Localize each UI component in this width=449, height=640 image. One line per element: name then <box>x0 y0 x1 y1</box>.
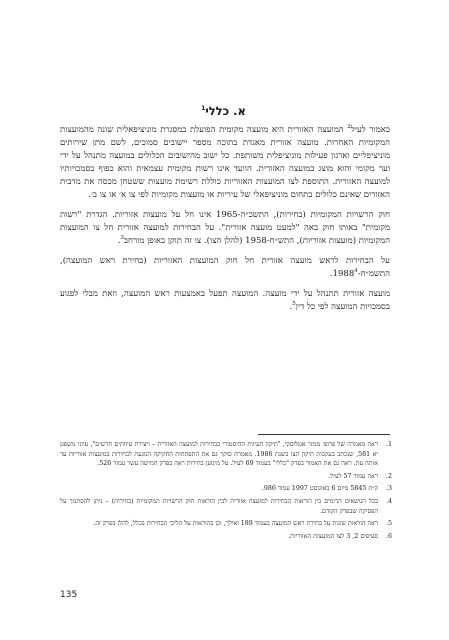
footnotes <box>60 440 392 544</box>
paragraph-4 <box>60 288 390 314</box>
footnote-number: 2. <box>385 472 392 480</box>
section-heading <box>60 104 387 118</box>
footnote-item <box>60 472 392 482</box>
footnote-text: סעיפים 2, 3 לצו המועצות האזוריות. <box>288 532 378 540</box>
footnote-number: 5. <box>385 520 392 528</box>
footnote-item <box>60 497 392 516</box>
footnote-item <box>60 440 392 469</box>
footnote-text: ראה מאמרה של פרופ׳ ממזר אטלוסקי, "תיקון העיוות ההיסטורי בבחירות למועצה האזורית – ויצירת עיוותים חדשים", עיוני משפט יא 581, שנכתב בעקבות תיקון הצו בשנת 1986. מאמרה סוקר גם את התפתחות החקיקה הנוגעת לבחירות במועצות אזוריות עד אותה עת. ראה גם את האמור בפרק "כללי" בעמוד 69 לעיל. על מינוען בחירות ראה בפרק חמישה עשר עמוד 526. <box>60 441 378 468</box>
footnote-item <box>60 532 392 542</box>
paragraph-text: . <box>329 269 333 279</box>
footnote-item <box>60 484 392 494</box>
paragraph-text: חוק הרשויות המקומיות (בחירות), התשכ״ה-1965 אינו חל על מועצות אזוריות. הגדרת "רשות מקומית" באותו חוק באה "למעט מועצה אזורית". על הבחירות למועצה אזורית חל צו המועצות המקומיות (מועצות אזוריות), התש״ח-1958 (להלן הצו). צו זה תוקן באופן מורחב <box>60 210 390 246</box>
paragraph-3 <box>60 255 390 281</box>
paragraph-text: מועצה אזורית תתנהל על ידי מועצה. המועצה תפעל באמצעות ראש המועצה, וזאת מבלי לפגוע בסמכויות המועצה לפי כל דין <box>60 289 390 312</box>
footnote-text: ראה הוראות שונות על בחירת ראש המועצה בעמוד 189 ואילך, וכן בהוראות על הליכי הבחירות בכלל, להלן בפרק זה. <box>93 520 378 528</box>
footnote-ref[interactable]: 2 <box>347 124 351 131</box>
footnote-text: ראה עמוד 57 לעיל. <box>328 472 378 480</box>
footnote-number: 1. <box>385 441 392 448</box>
footnote-item <box>60 519 392 529</box>
body-text <box>60 124 390 321</box>
paragraph-text: על הבחירות לראש מועצה אזורית חל חוק המועצות האזוריות (בחירת ראש המועצה), התשמ״ח-1988 <box>60 256 390 279</box>
paragraph-text: . <box>117 236 121 246</box>
footnote-ref[interactable]: 5 <box>292 301 296 308</box>
footnote-ref[interactable]: 1 <box>201 105 206 113</box>
footnote-divider <box>258 434 390 435</box>
paragraph-text: כאמור לעיל <box>350 125 391 135</box>
footnote-number: 3. <box>385 485 392 493</box>
footnote-text: ק״ת 5845 מיום 6 באוגוסט 1997 עמוד 986. <box>261 485 378 493</box>
paragraph-text: המועצה האזורית היא מועצה מקומית הפועלת במסגרת מוניציפאלית שונה מהמועצות המקומיות האחרות. מועצה אזורית מאגדת בתוכה מספר יישובים סמוכים, לשם מתן שירותים מוניציפליים וארגון פעילות מוניציפלית משותפת. כל ישוב מהישובים הכלולים במועצה מתנהל על ידי וער מקומי והוא מוצג במועצה האזורית. הוועד אינו רשות מקומית עצמאית והוא כפוף בסמכויותיו למועצה האזורית. התוספת לצו המועצות האזוריות כוללת רשימת מועצות ששטחן מכסה את מרבית האזורים שאינם כלולים בתחום מוניציפאלי של עיריות או מועצות מקומיות לפי צו א׳ או צו ב׳. <box>60 125 390 200</box>
section-heading-text: א. כללי <box>205 104 246 118</box>
footnote-ref[interactable]: 4 <box>354 268 358 275</box>
footnote-number: 6. <box>385 532 392 540</box>
paragraph-2 <box>60 209 390 248</box>
paragraph-text: . <box>289 302 293 312</box>
paragraph-1 <box>60 124 390 202</box>
footnote-ref[interactable]: 3 <box>120 235 124 242</box>
footnote-number: 4. <box>385 497 392 505</box>
page-number: 135 <box>60 590 78 600</box>
footnote-text: בכל הנושאים הדומים בין הוראות הבחירות למועצה אזורית לבין הוראות חוק הרשויות המקומיות (בחירות) – ניתן להסתמך על הפסיקה שבפרק הקודם. <box>60 497 378 515</box>
